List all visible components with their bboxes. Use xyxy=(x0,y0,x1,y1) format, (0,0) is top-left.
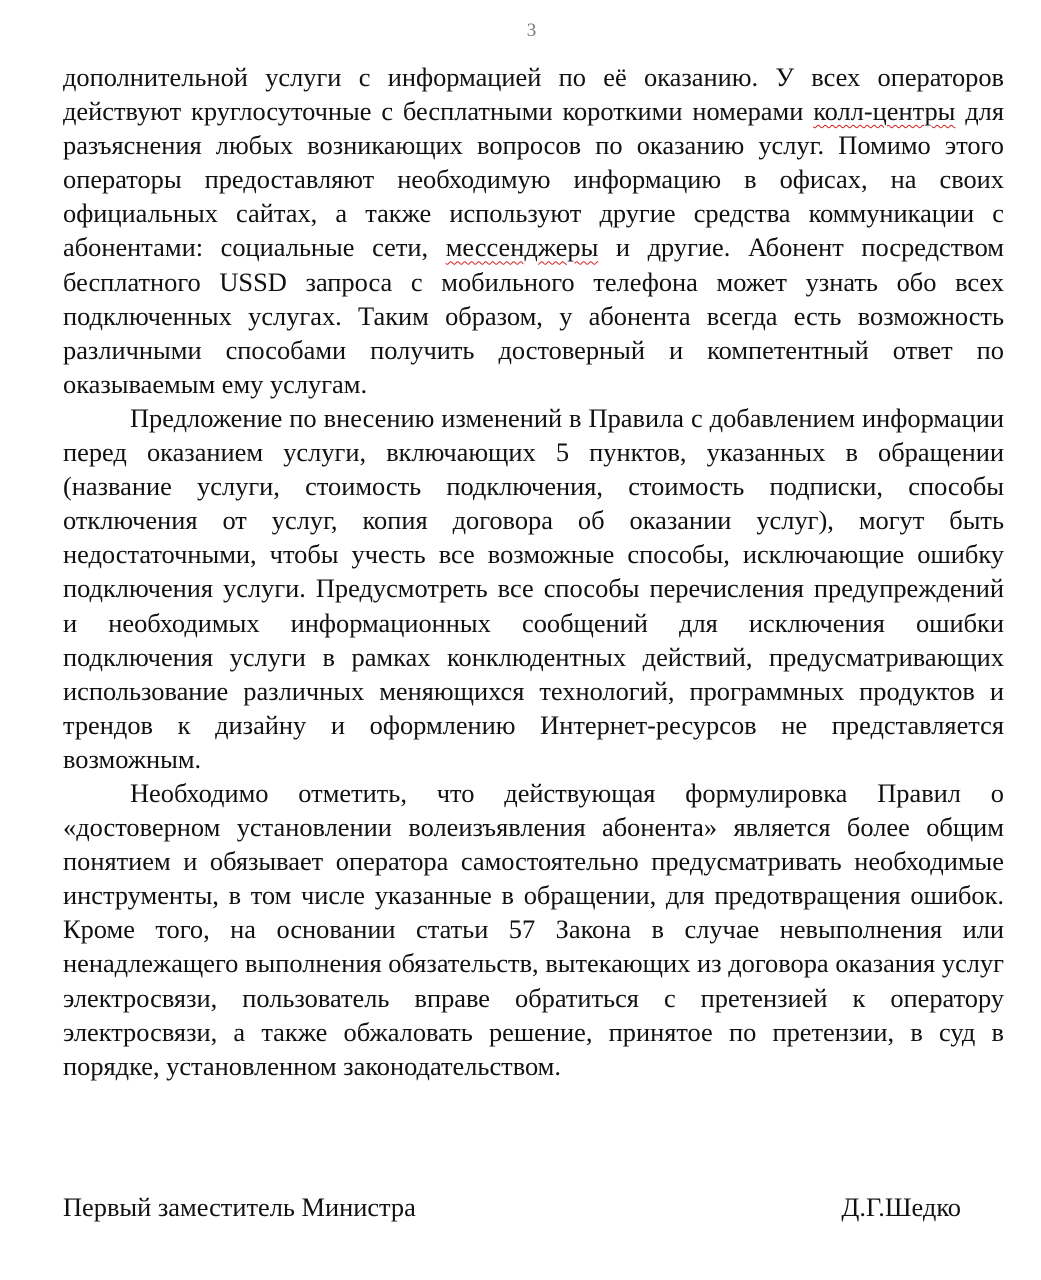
signatory-name: Д.Г.Шедко xyxy=(841,1192,961,1222)
spellcheck-word: мессенджеры xyxy=(445,232,599,263)
text-run: дополнительной услуги с информацией по её оказанию. У всех операторов действуют круглосуточные с бесплатными короткими номерами xyxy=(63,62,1004,127)
paragraph xyxy=(63,60,1004,401)
paragraph xyxy=(63,401,1004,776)
text-run: Предложение по внесению изменений в Правила с добавлением информации перед оказанием услуги, включающих 5 пунктов, указанных в обращении (название услуги, стоимость подключения, стоимость подписки, способы отключения от услуг, копия договора об оказании услуг), могут быть недостаточными, чтобы учесть все возможные способы, исключающие ошибку подключения услуги. Предусмотреть все способы перечисления предупреждений и необходимых информационных сообщений для исключения ошибки подключения услуги в рамках конклюдентных действий, предусматривающих использование различных меняющихся технологий, программных продуктов и трендов к дизайну и оформлению Интернет-ресурсов не представляется возможным. xyxy=(63,402,1004,774)
signature-block xyxy=(63,1190,961,1224)
text-run: и другие. Абонент посредством бесплатного USSD запроса с мобильного телефона может узнать обо всех подключенных услугах. Таким образом, у абонента всегда есть возможность различными способами получить достоверный и компетентный ответ по оказываемым ему услугам. xyxy=(63,232,1004,399)
paragraph xyxy=(63,776,1004,1083)
page-number: 3 xyxy=(526,20,537,41)
spellcheck-word: колл-центры xyxy=(813,96,956,127)
text-run: Необходимо отметить, что действующая формулировка Правил о «достоверном установлении волеизъявления абонента» является более общим понятием и обязывает оператора самостоятельно предусматривать необходимые инструменты, в том числе указанные в обращении, для предотвращения ошибок. Кроме того, на основании статьи 57 Закона в случае невыполнения или ненадлежащего выполнения обязательств, вытекающих из договора оказания услуг электросвязи, пользователь вправе обратиться с претензией к оператору электросвязи, а также обжаловать решение, принятое по претензии, в суд в порядке, установленном законодательством. xyxy=(63,777,1004,1081)
signatory-position: Первый заместитель Министра xyxy=(63,1192,416,1222)
text-run: для разъяснения любых возникающих вопросов по оказанию услуг. Помимо этого операторы предоставляют необходимую информацию в офисах, на своих официальных сайтах, а также используют другие средства коммуникации с абонентами: социальные сети, xyxy=(63,96,1004,263)
document-body xyxy=(63,60,1004,1083)
